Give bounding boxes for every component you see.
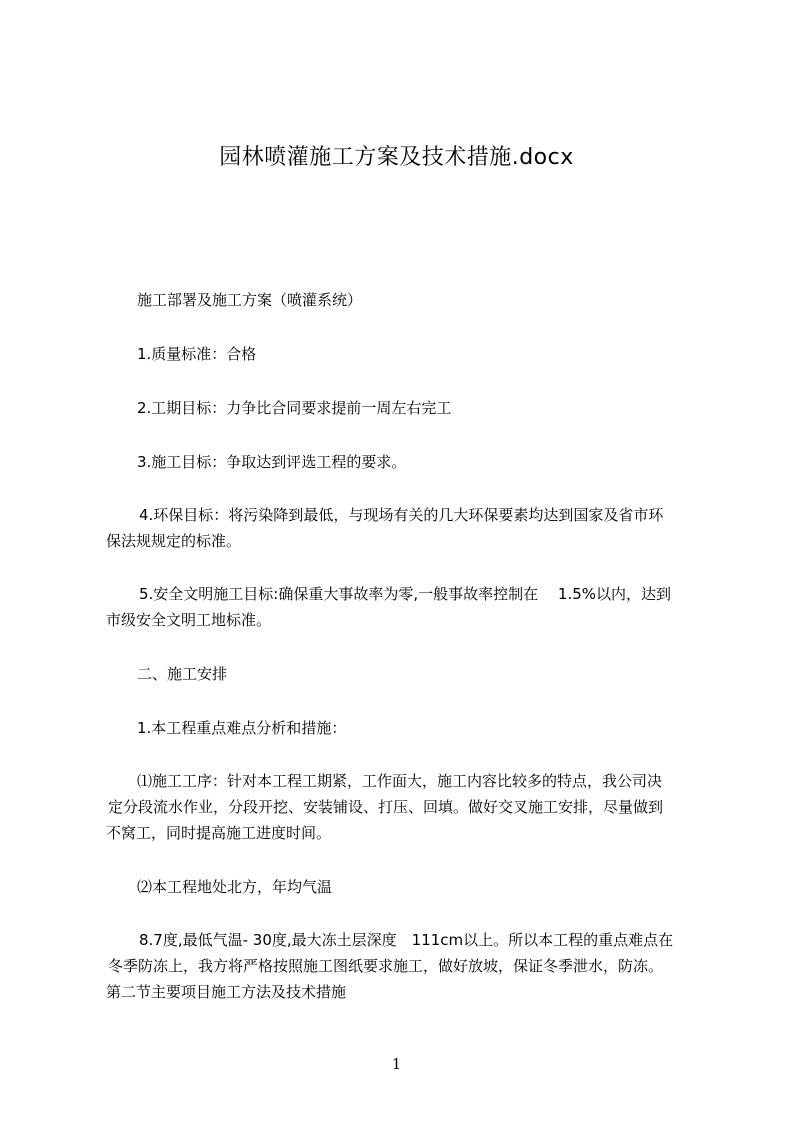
paragraph-line: 1.本工程重点难点分析和措施： — [137, 719, 347, 737]
paragraph-line: 4.环保目标：将污染降到最低，与现场有关的几大环保要素均达到国家及省市环 — [139, 506, 664, 524]
paragraph-line: 保法规规定的标准。 — [106, 532, 242, 550]
paragraph-line: ⑵本工程地处北方，年均气温 — [137, 878, 333, 896]
section-heading: 第二节主要项目施工方法及技术措施 — [106, 983, 347, 1001]
page-number: 1 — [391, 1055, 402, 1073]
paragraph-line: 定分段流水作业，分段开挖、安装铺设、打压、回填。做好交叉施工安排，尽量做到 — [108, 798, 664, 816]
paragraph-line: 不窝工，同时提高施工进度时间。 — [106, 824, 332, 842]
section-heading: 二、施工安排 — [137, 665, 228, 683]
paragraph-line: 2.工期目标：力争比合同要求提前一周左右完工 — [137, 399, 452, 417]
paragraph-line: 1.质量标准：合格 — [137, 345, 257, 363]
paragraph-line: 5.安全文明施工目标:确保重大事故率为零,一般事故率控制在 1.5%以内，达到 — [139, 585, 672, 603]
paragraph-line: ⑴施工工序：针对本工程工期紧，工作面大，施工内容比较多的特点，我公司决 — [137, 772, 663, 790]
paragraph-line: 3.施工目标：争取达到评选工程的要求。 — [137, 453, 407, 471]
paragraph-line: 市级安全文明工地标准。 — [106, 611, 272, 629]
paragraph-line: 8.7度,最低气温- 30度,最大冻土层深度 111cm以上。所以本工程的重点难点在 — [139, 931, 674, 949]
paragraph-line: 冬季防冻上，我方将严格按照施工图纸要求施工，做好放坡，保证冬季泄水，防冻。 — [108, 957, 664, 975]
document-title: 园林喷灌施工方案及技术措施.docx — [219, 145, 574, 170]
section-heading: 施工部署及施工方案（喷灌系统） — [137, 291, 363, 309]
